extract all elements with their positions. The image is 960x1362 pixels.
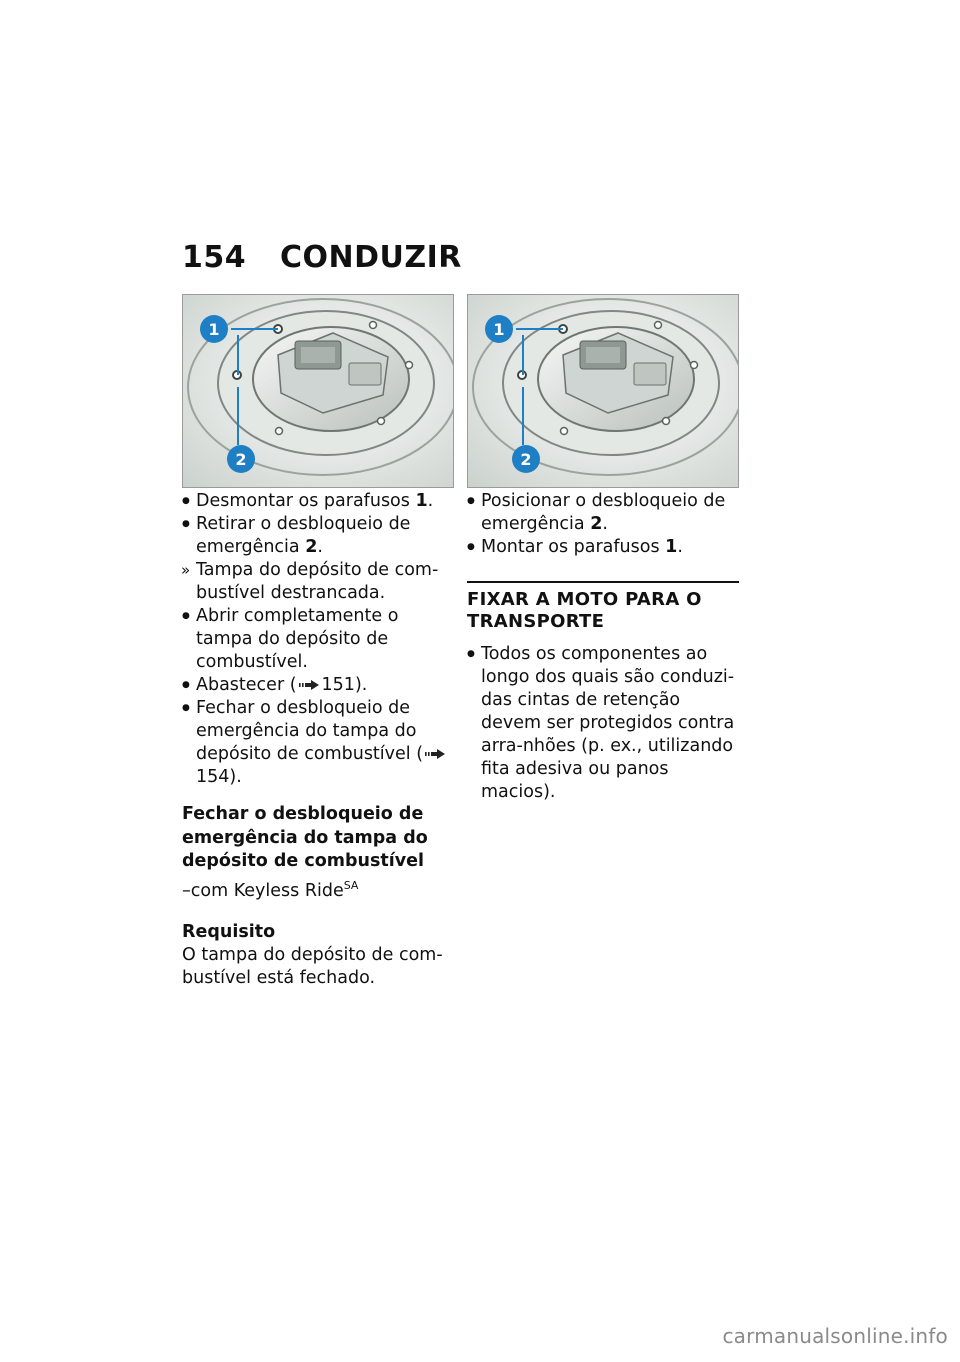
chapter-title: CONDUZIR — [280, 240, 462, 275]
callout-2-label: 2 — [520, 450, 532, 469]
equipment-note-sup: SA — [343, 878, 359, 892]
step-text-suffix: ). — [229, 767, 242, 787]
left-step-list — [182, 490, 454, 789]
step-item — [182, 674, 454, 697]
right-step-list — [467, 490, 739, 559]
bullet-icon: ● — [182, 680, 190, 690]
page-reference-link[interactable]: 151 — [321, 675, 355, 695]
step-text-suffix: . — [317, 537, 323, 557]
requirement-text: O tampa do depósito de com-bustível está fechado. — [182, 944, 443, 988]
bullet-icon: ● — [182, 519, 190, 529]
step-text: Todos os componentes ao longo dos quais são conduzi-das cintas de retenção devem ser protegidos contra arra-nhões (p. ex., utilizando fita adesiva ou panos macios). — [481, 644, 735, 802]
step-text: Retirar o desbloqueio de emergência — [196, 514, 411, 557]
result-marker-icon: » — [181, 561, 191, 579]
callout-1-label: 1 — [493, 320, 505, 339]
bullet-icon: ● — [467, 496, 475, 506]
section-title: FIXAR A MOTO PARA O TRANSPORTE — [467, 589, 702, 632]
subsection-heading: Fechar o desbloqueio de emergência do tampa do depósito de combustível — [182, 804, 428, 871]
requirement-title: Requisito — [182, 921, 276, 942]
step-text-suffix: . — [602, 514, 608, 534]
step-item — [182, 490, 454, 513]
step-item — [182, 697, 454, 789]
page-ref-arrow-icon — [298, 679, 320, 691]
step-text: Abastecer ( — [196, 675, 297, 695]
bullet-icon: ● — [467, 649, 475, 659]
equipment-note-text: –com Keyless Ride — [182, 880, 344, 901]
right-column — [467, 490, 739, 804]
bullet-icon: ● — [182, 611, 190, 621]
page-number: 154 — [182, 240, 247, 275]
step-item — [467, 643, 739, 804]
step-item — [182, 513, 454, 559]
part-number: 2 — [305, 537, 318, 557]
part-number: 2 — [590, 514, 603, 534]
equipment-note — [182, 874, 454, 903]
bullet-icon: ● — [467, 542, 475, 552]
callout-1-label: 1 — [208, 320, 220, 339]
section-rule — [467, 581, 739, 583]
callout-2-label: 2 — [235, 450, 247, 469]
section-step-list — [467, 643, 739, 804]
step-text: Desmontar os parafusos — [196, 491, 416, 511]
step-text: Fechar o desbloqueio de emergência do tampa do depósito de combustível ( — [196, 698, 424, 764]
step-text: Abrir completamente o tampa do depósito de combustível. — [196, 606, 399, 672]
fuel-cap-figure-right — [467, 294, 739, 488]
step-item — [182, 605, 454, 674]
page-ref-arrow-icon — [424, 748, 446, 760]
step-text: Posicionar o desbloqueio de emergência — [481, 491, 726, 534]
step-text: Montar os parafusos — [481, 537, 666, 557]
fuel-cap-illustration — [468, 295, 738, 487]
fuel-cap-illustration — [183, 295, 453, 487]
part-number: 1 — [665, 537, 678, 557]
page-header — [182, 240, 462, 280]
left-column — [182, 490, 454, 990]
result-item — [182, 559, 454, 605]
site-watermark: carmanualsonline.info — [722, 1324, 948, 1348]
bullet-icon: ● — [182, 496, 190, 506]
part-number: 1 — [415, 491, 428, 511]
step-text-suffix: . — [677, 537, 683, 557]
step-item — [467, 490, 739, 536]
bullet-icon: ● — [182, 703, 190, 713]
step-text: Tampa do depósito de com-bustível destrancada. — [196, 560, 439, 603]
step-text-suffix: ). — [354, 675, 368, 695]
step-text-suffix: . — [427, 491, 434, 511]
step-item — [467, 536, 739, 559]
fuel-cap-figure-left — [182, 294, 454, 488]
page-reference-link[interactable]: 154 — [196, 767, 230, 787]
